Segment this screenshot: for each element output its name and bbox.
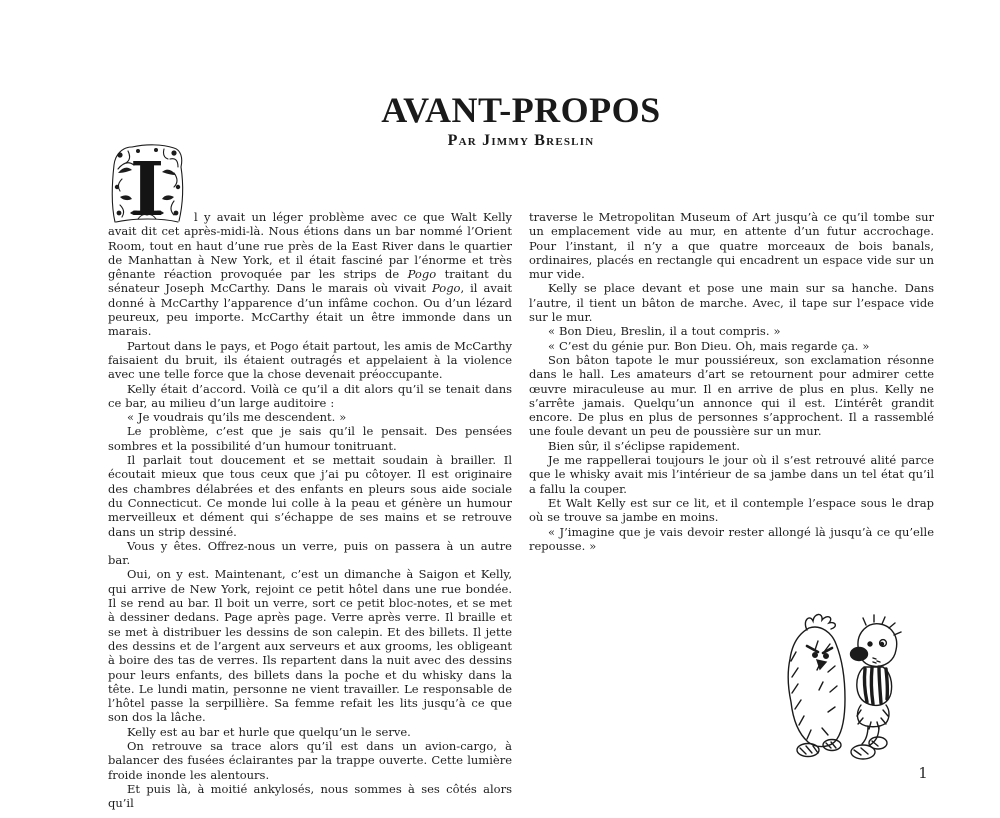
text-run: , il avait donné à McCarthy l’apparence d’un infâme cochon. Ou d’un lézard peureux, peu importe. McCarthy était un être immonde dans un marais. — [108, 281, 512, 339]
text-run: Son bâton tapote le mur poussiéreux, son exclamation résonne dans le hall. Les amateurs d’art se retournent pour admirer cette œuvre miraculeuse au mur. Il en arrive de plus en plus. Kelly ne s’arrête jamais. Quelqu’un annonce qui il est. L’intérêt grandit encore. De plus en plus de personnes s’approchent. Il a rassemblé une foule devant un peu de poussière sur un mur. — [529, 352, 934, 439]
body-paragraph — [529, 439, 934, 453]
text-run: Partout dans le pays, et Pogo était partout, les amis de McCarthy faisaient du bruit, ils étaient outragés et appelaient à la violence avec une telle force que la chose devenait préoccupante. — [108, 338, 512, 382]
text-run: « Bon Dieu, Breslin, il a tout compris. » — [548, 324, 781, 339]
body-paragraph — [529, 496, 934, 525]
body-paragraph — [529, 339, 934, 353]
body-paragraph — [529, 525, 934, 554]
body-paragraph — [529, 453, 934, 496]
italic-text: Pogo — [432, 281, 461, 296]
body-paragraph — [108, 539, 512, 568]
body-paragraph — [529, 281, 934, 324]
text-run: Oui, on y est. Maintenant, c’est un dimanche à Saigon et Kelly, qui arrive de New York, rejoint ce petit hôtel dans une rue bondée. Il se rend au bar. Il boit un verre, sort ce petit bloc-notes, et se met à dessiner dedans. Page après page. Verre après verre. Il braille et se met à distribuer les dessins de son calepin. Et des billets. Il jette des dessins et de l’argent aux serveurs et aux grooms, les obligeant à boire des tas de verres. Ils repartent dans la nuit avec des dessins pour leurs enfants, des billets dans la poche et du whisky dans la tête. Le lundi matin, personne ne vient travailler. Le responsable de l’hôtel passe la serpillière. Sa femme refait les lits jusqu’à ce que son dos la lâche. — [108, 567, 512, 725]
text-run: Le problème, c’est que je sais qu’il le pensait. Des pensées sombres et la possibilité d’un humour tonitruant. — [108, 424, 512, 453]
body-paragraph — [108, 382, 512, 411]
title-block — [108, 92, 934, 149]
page-title: AVANT-PROPOS — [381, 90, 661, 130]
body-paragraph — [108, 725, 512, 739]
text-run: Il parlait tout doucement et se mettait soudain à brailler. Il écoutait mieux que tous ceux que j’ai pu côtoyer. Il est originaire des chambres délabrées et des enfants en pleurs sous aide sociale du Connecticut. Ce monde lui colle à la peau et génère un humour merveilleux et dément qui s’échappe de ses mains et se retrouve dans un strip dessiné. — [108, 453, 512, 539]
text-run: Bien sûr, il s’éclipse rapidement. — [548, 438, 740, 453]
page-number: 1 — [918, 764, 928, 782]
body-paragraph — [108, 210, 512, 339]
text-run: « C’est du génie pur. Bon Dieu. Oh, mais regarde ça. » — [548, 338, 870, 353]
ornate-initial-icon — [108, 143, 186, 226]
text-run: Kelly se place devant et pose une main sur sa hanche. Dans l’autre, il tient un bâton de marche. Avec, il tape sur l’espace vide sur le mur. — [529, 281, 934, 325]
text-run: « Je voudrais qu’ils me descendent. » — [127, 410, 347, 425]
text-run: traitant du sénateur Joseph McCarthy. Dans le marais où vivait — [108, 267, 513, 296]
body-paragraph — [529, 324, 934, 338]
text-run: Vous y êtes. Offrez-nous un verre, puis on passera à un autre bar. — [108, 538, 512, 568]
porcupine-and-child-cartoon-icon — [779, 610, 911, 768]
body-paragraph — [108, 410, 512, 424]
body-paragraph — [108, 567, 512, 724]
text-run: Kelly est au bar et hurle que quelqu’un le serve. — [127, 724, 411, 739]
text-run: traverse le Metropolitan Museum of Art jusqu’à ce qu’il tombe sur un emplacement vide au mur, en attente d’un futur accrochage. Pour l’instant, il n’y a que quatre morceaux de bois banals, ordinaires, placés en rectangle qui encadrent un espace vide sur un mur vide. — [529, 210, 934, 282]
dropcap-letter: I — [129, 147, 165, 226]
italic-text: Pogo — [407, 267, 437, 282]
page-subtitle: Par Jimmy Breslin — [447, 132, 595, 149]
body-paragraph — [529, 353, 934, 439]
text-run: On retrouve sa trace alors qu’il est dans un avion-cargo, à balancer des fusées éclairantes par la trappe ouverte. Cette lumière froide inonde les alentours. — [108, 738, 512, 782]
text-run: l y avait un léger problème avec ce que Walt Kelly avait dit cet après-midi-là. Nous étions dans un bar nommé l’Orient Room, tout en haut d’une rue près de la East River dans le quartier de Manhattan à New York, et il était fasciné par l’énorme et très gênante réaction provoquée par les strips de — [108, 210, 512, 282]
body-paragraph — [108, 339, 512, 382]
text-run: Je me rappellerai toujours le jour où il s’est retrouvé alité parce que le whisky avait mis l’intérieur de sa jambe dans un tel état qu’il a fallu la couper. — [529, 453, 934, 496]
text-run: Et Walt Kelly est sur ce lit, et il contemple l’espace sous le drap où se trouve sa jambe en moins. — [529, 495, 934, 525]
text-run: Et puis là, à moitié ankylosés, nous sommes à ses côtés alors qu’il — [108, 781, 512, 811]
body-paragraph — [529, 210, 934, 281]
body-paragraph — [108, 424, 512, 453]
body-paragraph — [108, 739, 512, 782]
dropcap-ornament — [108, 147, 194, 226]
illustration — [779, 610, 911, 772]
body-paragraph — [108, 453, 512, 539]
text-run: « J’imagine que je vais devoir rester allongé là jusqu’à ce qu’elle repousse. » — [529, 524, 934, 553]
body-paragraph — [108, 782, 512, 811]
column-left — [108, 147, 513, 811]
text-run: Kelly était d’accord. Voilà ce qu’il a dit alors qu’il se tenait dans ce bar, au milieu d’un large auditoire : — [108, 381, 512, 410]
